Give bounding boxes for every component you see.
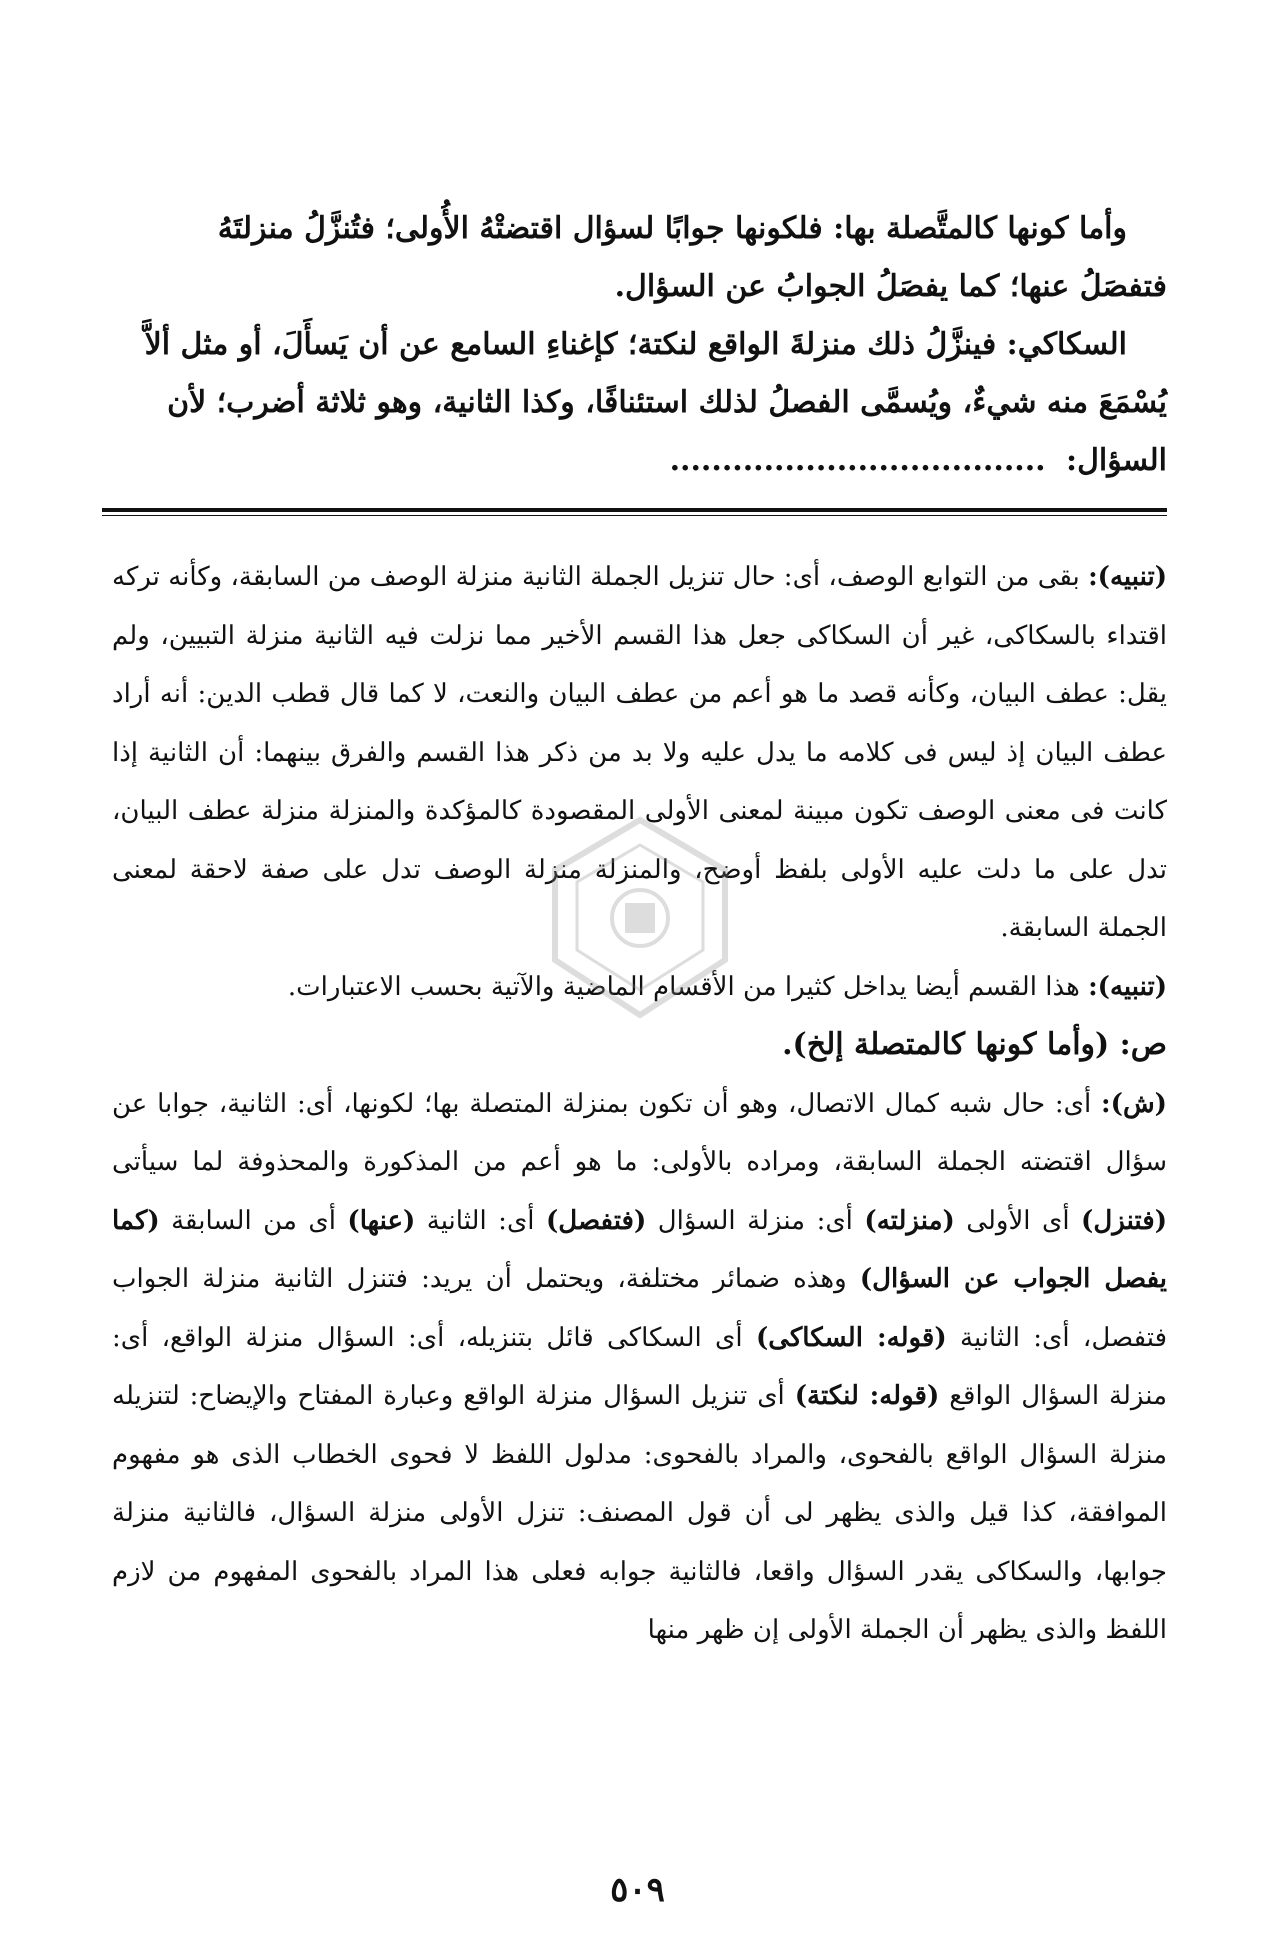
main-line: وأما كونها كالمتَّصلة بها: فلكونها جوابًا لسؤال اقتضتْهُ الأُولى؛ فتُنزَّلُ منزلتَهُ (217, 211, 1127, 246)
commentary-text: أى السكاكى قائل بتنزيله، أى: السؤال منزلة الواقع، أى: منزلة السؤال الواقع (112, 1322, 1167, 1411)
dotted-leader: .................................... (669, 443, 1046, 478)
quoted-term: (فتنزل) (1081, 1205, 1167, 1236)
page-number: ٥٠٩ (610, 1870, 665, 1910)
quoted-term: (قوله: السكاكى) (755, 1322, 947, 1353)
quoted-term: (عنها) (347, 1205, 416, 1236)
separator-thin-line (102, 515, 1167, 516)
commentary-text: وهذه ضمائر مختلفة، ويحتمل أن يريد: فتنزل الثانية منزلة الجواب فتفصل، أى: الثانية (112, 1264, 1167, 1353)
main-line: السؤال: (1066, 443, 1167, 478)
separator-thick-line (102, 508, 1167, 512)
text-separator (102, 508, 1167, 516)
commentary-text: بقى من التوابع الوصف، أى: حال تنزيل الجملة الثانية منزلة الوصف من السابقة، وكأنه تركه اقتداء بالسكاكى، غير أن السكاكى جعل هذا القسم الأخير مما نزلت فيه الثانية منزلة التبيين، ولم يقل: عطف البيان، وكأنه قصد ما هو أعم من عطف البيان والنعت، لا كما قال قطب الدين: أنه أراد عطف البيان إذ ليس فى كلامه ما يدل عليه ولا بد من ذكر هذا القسم والفرق بينهما: أن الثانية إذا كانت فى معنى الوصف تكون مبينة لمعنى الأولى المقصودة كالمؤكدة والمنزلة منزلة عطف البيان، تدل على ما دلت عليه الأولى بلفظ أوضح، والمنزلة منزلة الوصف تدل على صفة لاحقة لمعنى الجملة السابقة. (112, 562, 1167, 943)
main-line: السكاكي: فينزَّلُ ذلك منزلةَ الواقع لنكتة؛ كإغناءِ السامع عن أن يَسأَلَ، أو مثل ألاَّ (144, 327, 1127, 362)
commentary-paragraph-3 (112, 1075, 1167, 1660)
sharh-label: (ش): (1101, 1088, 1167, 1119)
section-heading: ص: (وأما كونها كالمتصلة إلخ). (782, 1027, 1167, 1062)
commentary-block (112, 548, 1167, 1660)
main-line: فتفصَلُ عنها؛ كما يفصَلُ الجوابُ عن السؤال. (614, 269, 1167, 304)
note-label: (تنبيه): (1088, 562, 1167, 592)
commentary-text: أى الأولى (954, 1205, 1082, 1236)
commentary-text: هذا القسم أيضا يداخل كثيرا من الأقسام الماضية والآتية بحسب الاعتبارات. (287, 971, 1089, 1002)
quoted-term: (كما يفصل الجواب عن السؤال) (112, 1205, 1167, 1294)
commentary-text: أى تنزيل السؤال منزلة الواقع وعبارة المفتاح والإيضاح: لتنزيله منزلة السؤال الواقع بالفحوى، والمراد بالفحوى: مدلول اللفظ لا فحوى الخطاب الذى هو مفهوم الموافقة، كذا قيل والذى يظهر لى أن قول المصنف: تنزل الأولى منزلة السؤال، فالثانية منزلة جوابها، والسكاكى يقدر السؤال واقعا، فالثانية جوابه فعلى هذا المراد بالفحوى المفهوم من لازم اللفظ والذى يظهر أن الجملة الأولى إن ظهر منها (112, 1381, 1167, 1645)
note-label: (تنبيه): (1088, 971, 1167, 1002)
commentary-text: أى: منزلة السؤال (646, 1205, 865, 1236)
commentary-text: أى من السابقة (159, 1205, 348, 1236)
commentary-paragraph-1 (112, 548, 1167, 958)
main-paragraph-1 (112, 200, 1167, 316)
quoted-term: (قوله: لنكتة) (794, 1381, 940, 1411)
quoted-term: (منزلته) (864, 1205, 955, 1236)
commentary-text: أى: الثانية (415, 1205, 546, 1236)
commentary-paragraph-2 (112, 958, 1167, 1017)
quoted-term: (فتفصل) (546, 1205, 647, 1236)
commentary-text: أى: حال شبه كمال الاتصال، وهو أن تكون بمنزلة المتصلة بها؛ لكونها، أى: الثانية، جوابا عن سؤال اقتضته الجملة السابقة، ومراده بالأولى: ما هو أعم من المذكورة والمحذوفة لما سيأتى (112, 1088, 1167, 1177)
main-paragraph-2 (112, 316, 1167, 490)
main-line: يُسْمَعَ منه شيءٌ، ويُسمَّى الفصلُ لذلك استئنافًا، وكذا الثانية، وهو ثلاثة أضرب؛ لأن (167, 385, 1167, 420)
main-text-block (112, 200, 1167, 490)
